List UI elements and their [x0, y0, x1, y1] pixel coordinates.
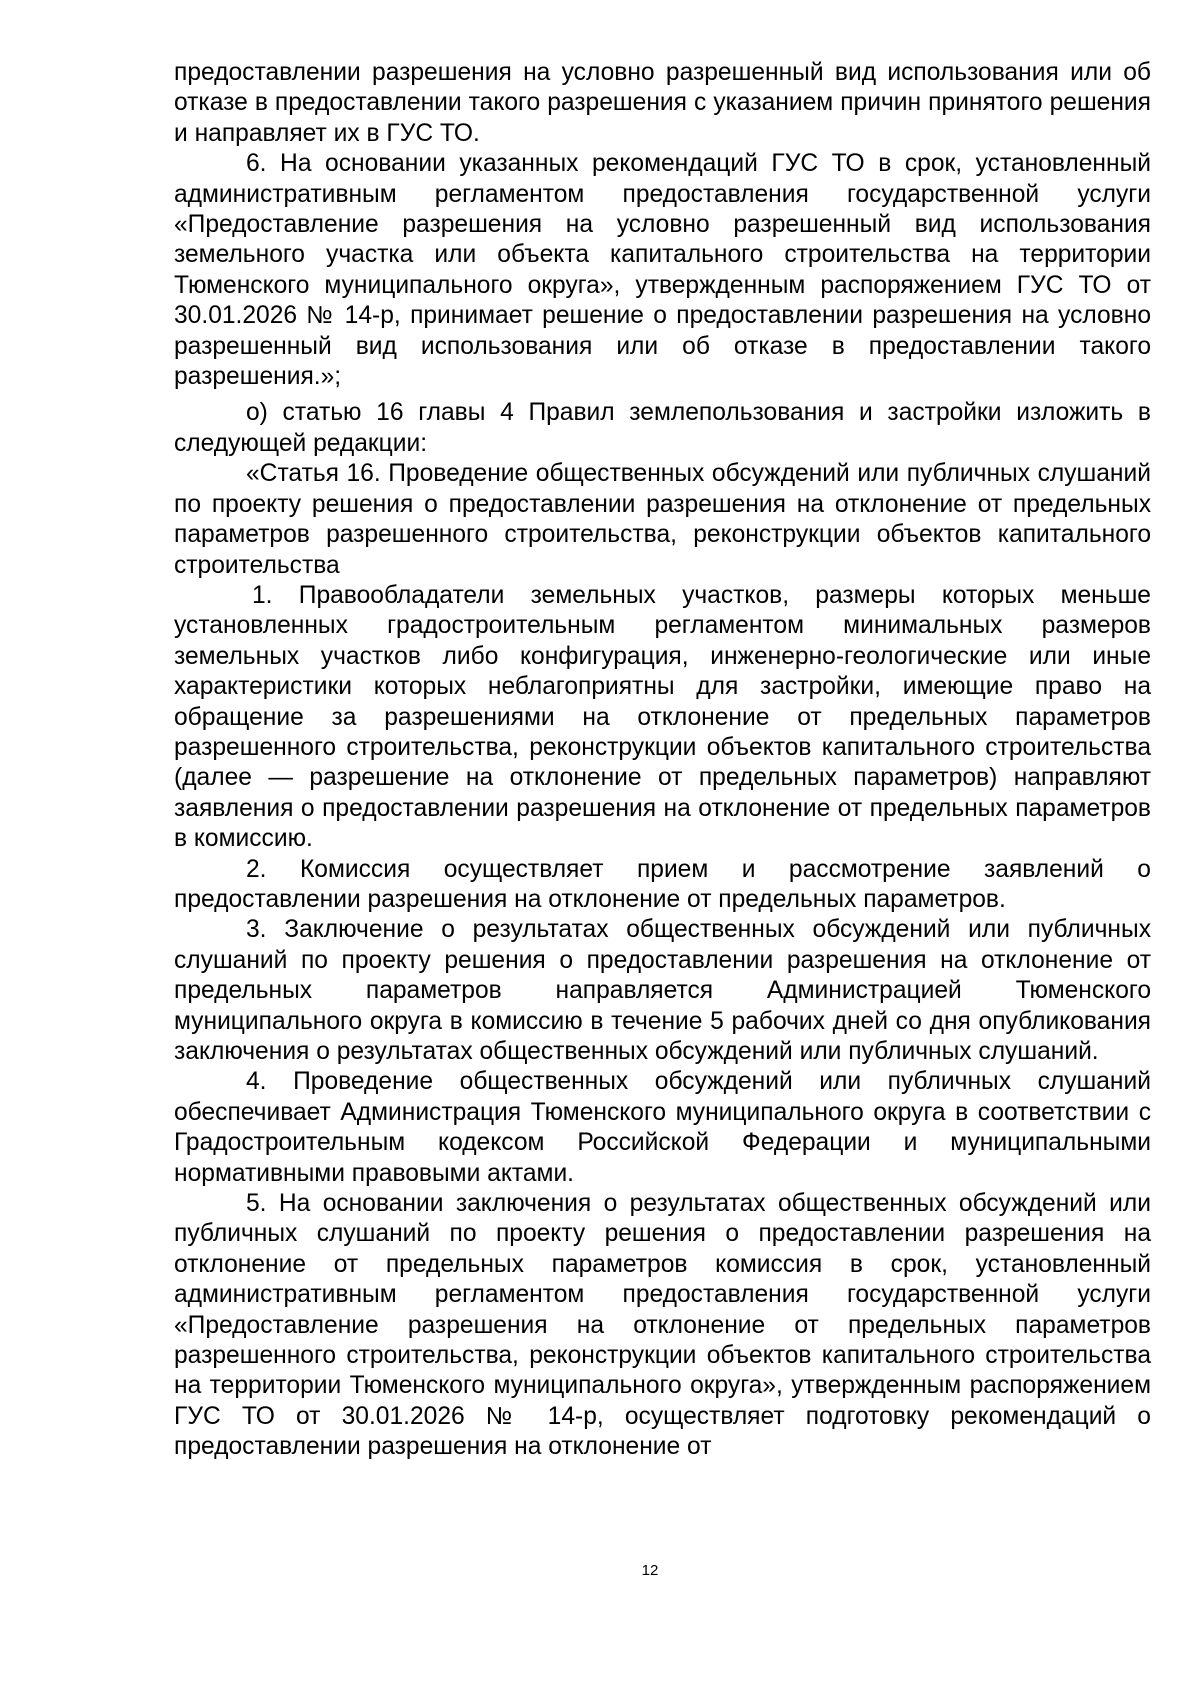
article-16-item-4: 4. Проведение общественных обсуждений или публичных слушаний обеспечивает Администрация Тюменского муниципального округа в соответствии с Градостроительным кодексом Российской Федерации и муниципальными нормативными правовыми актами.	[174, 1068, 1151, 1187]
article-16-item-2: 2. Комиссия осуществляет прием и рассмотрение заявлений о предоставлении разрешения на отклонение от предельных параметров.	[174, 855, 1151, 913]
paragraph-continuation: предоставлении разрешения на условно разрешенный вид использования или об отказе в предоставлении такого разрешения с указанием причин принятого решения и направляет их в ГУС ТО.	[174, 59, 1151, 147]
article-16-heading: «Статья 16. Проведение общественных обсуждений или публичных слушаний по проекту решения о предоставлении разрешения на отклонение от предельных параметров разрешенного строительства, реконструкции объектов капитального строительства	[174, 460, 1151, 579]
paragraph-item-6: 6. На основании указанных рекомендаций ГУС ТО в срок, установленный административным регламентом предоставления государственной услуги «Предоставление разрешения на условно разрешенный вид использования земельного участка или объекта капитального строительства на территории Тюменского муниципального округа», утвержденным распоряжением ГУС ТО от 30.01.2026 № 14-р, принимает решение о предоставлении разрешения на условно разрешенный вид использования или об отказе в предоставлении такого разрешения.»;	[174, 150, 1151, 391]
page-number: 12	[641, 1562, 659, 1579]
document-body	[174, 58, 1151, 1463]
article-16-item-1: 1. Правообладатели земельных участков, размеры которых меньше установленных градостроительным регламентом минимальных размеров земельных участков либо конфигурация, инженерно-геологические или иные характеристики которых неблагоприятны для застройки, имеющие право на обращение за разрешениями на отклонение от предельных параметров разрешенного строительства, реконструкции объектов капитального строительства (далее — разрешение на отклонение от предельных параметров) направляют заявления о предоставлении разрешения на отклонение от предельных параметров в комиссию.	[174, 581, 1151, 853]
article-16-item-3: 3. Заключение о результатах общественных обсуждений или публичных слушаний по проекту решения о предоставлении разрешения на отклонение от предельных параметров направляется Администрацией Тюменского муниципального округа в комиссию в течение 5 рабочих дней со дня опубликования заключения о результатах общественных обсуждений или публичных слушаний.	[174, 916, 1151, 1065]
article-16-item-5: 5. На основании заключения о результатах общественных обсуждений или публичных слушаний по проекту решения о предоставлении разрешения на отклонение от предельных параметров комиссия в срок, установленный административным регламентом предоставления государственной услуги «Предоставление разрешения на отклонение от предельных параметров разрешенного строительства, реконструкции объектов капитального строительства на территории Тюменского муниципального округа», утвержденным распоряжением ГУС ТО от 30.01.2026 № 14-р, осуществляет подготовку рекомендаций о предоставлении разрешения на отклонение от	[174, 1190, 1151, 1461]
paragraph-amendment-o: о) статью 16 главы 4 Правил землепользования и застройки изложить в следующей редакции:	[174, 399, 1151, 457]
